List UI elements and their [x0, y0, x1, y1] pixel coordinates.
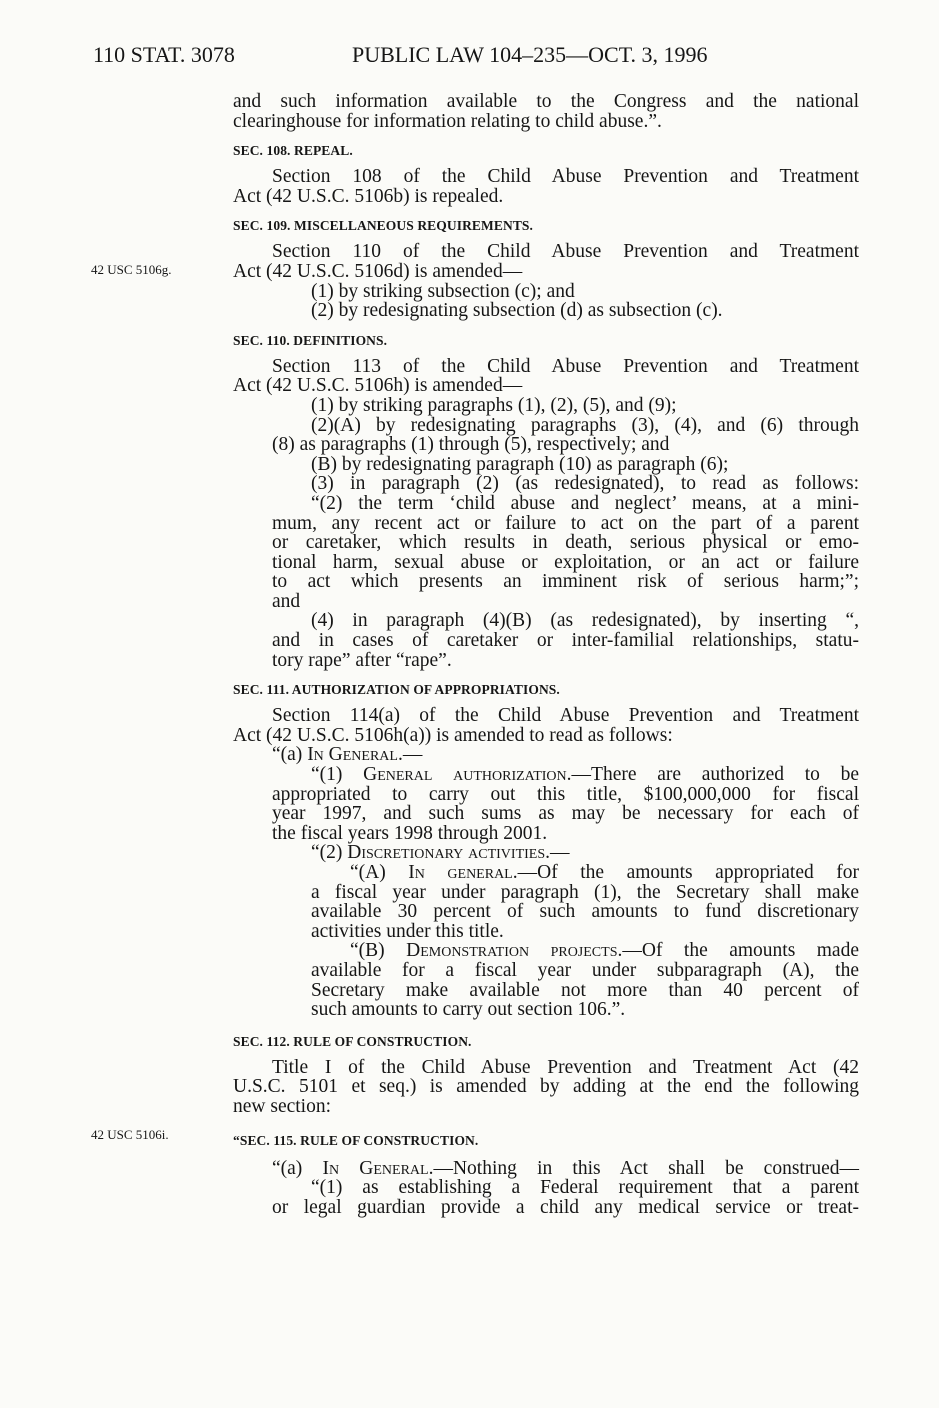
section-heading: “SEC. 115. RULE OF CONSTRUCTION. — [233, 1132, 479, 1148]
text-line: “(2) the term ‘child abuse and neglect’ means, at a mini- — [311, 492, 859, 514]
paragraph-label: “(2) — [311, 842, 348, 864]
subparagraph-title: In general — [408, 862, 513, 883]
text-line — [233, 1159, 859, 1179]
margin-note-5106g: 42 USC 5106g. — [91, 262, 172, 277]
text-line — [233, 941, 859, 961]
subsection-a-heading — [233, 745, 859, 765]
text-line: new section: — [233, 1095, 332, 1117]
text-line: appropriated to carry out this title, $100,000,000 for fiscal — [272, 783, 859, 805]
text-line: tional harm, sexual abuse or exploitation, or an act or failure — [272, 551, 859, 573]
section-heading: SEC. 108. REPEAL. — [233, 143, 353, 159]
text-line: Act (42 U.S.C. 5106h) is amended— — [233, 375, 523, 397]
text-line: Section 113 of the Child Abuse Prevention and Treatment — [272, 355, 859, 377]
paragraph-dash: .— — [545, 842, 570, 864]
text-line: Act (42 U.S.C. 5106b) is repealed. — [233, 185, 504, 207]
section-heading: SEC. 112. RULE OF CONSTRUCTION. — [233, 1033, 472, 1049]
text-line: activities under this title. — [311, 920, 504, 942]
text-line: Act (42 U.S.C. 5106h(a)) is amended to read as follows: — [233, 724, 673, 746]
text-line — [233, 765, 859, 785]
text-line: a fiscal year under paragraph (1), the Secretary shall make — [311, 881, 859, 903]
text-line: to act which presents an imminent risk of serious harm;”; — [272, 571, 859, 593]
text-line: year 1997, and such sums as may be necessary for each of — [272, 803, 859, 825]
margin-note-5106i: 42 USC 5106i. — [91, 1127, 169, 1142]
text-line: U.S.C. 5101 et seq.) is amended by adding at the end the following — [233, 1076, 859, 1098]
text-line: (2) by redesignating subsection (d) as subsection (c). — [311, 300, 723, 322]
subsection-dash: .— — [397, 744, 423, 766]
running-header: PUBLIC LAW 104–235—OCT. 3, 1996 — [352, 42, 708, 67]
subsection-title: In General — [322, 1157, 429, 1179]
text-line: Title I of the Child Abuse Prevention and Treatment Act (42 — [272, 1056, 859, 1078]
text-line: (8) as paragraphs (1) through (5), respectively; and — [272, 434, 670, 456]
text-line: (2)(A) by redesignating paragraphs (3), (4), and (6) through — [311, 414, 859, 436]
subsection-title: In General — [307, 744, 398, 766]
subsection-label: “(a) — [272, 1157, 323, 1179]
paragraph-label: “(1) — [311, 764, 364, 786]
section-heading: SEC. 110. DEFINITIONS. — [233, 332, 388, 348]
text-line: such amounts to carry out section 106.”. — [311, 999, 626, 1021]
text-line: clearinghouse for information relating to child abuse.”. — [233, 110, 662, 132]
subsection-label: “(a) — [272, 744, 308, 766]
subparagraph-label: “(A) — [350, 862, 409, 883]
text-line: (1) by striking subsection (c); and — [311, 280, 575, 302]
paragraph-title: General authorization — [363, 764, 567, 786]
section-heading: SEC. 109. MISCELLANEOUS REQUIREMENTS. — [233, 218, 534, 234]
text-line: available for a fiscal year under subparagraph (A), the — [311, 959, 859, 981]
text-line: Act (42 U.S.C. 5106d) is amended— — [233, 260, 523, 282]
subparagraph-text: .—Of the amounts made — [617, 940, 859, 962]
text-line: mum, any recent act or failure to act on the part of a parent — [272, 512, 859, 534]
text-line: or legal guardian provide a child any medical service or treat- — [272, 1196, 859, 1218]
text-line: available 30 percent of such amounts to fund discretionary — [311, 901, 859, 923]
text-line — [233, 843, 859, 863]
text-line: or caretaker, which results in death, serious physical or emo- — [272, 532, 859, 554]
subparagraph-label: “(B) — [350, 940, 407, 962]
text-line: Section 110 of the Child Abuse Prevention and Treatment — [272, 241, 859, 263]
text-line: (1) by striking paragraphs (1), (2), (5), and (9); — [311, 394, 677, 416]
text-line: Section 108 of the Child Abuse Prevention and Treatment — [272, 166, 859, 188]
subsection-text: .—Nothing in this Act shall be construed— — [428, 1157, 859, 1179]
text-line: (3) in paragraph (2) (as redesignated), to read as follows: — [311, 473, 859, 495]
section-heading: SEC. 111. AUTHORIZATION OF APPROPRIATIONS. — [233, 682, 560, 698]
text-line: “(1) as establishing a Federal requirement that a parent — [311, 1177, 859, 1199]
subparagraph-title: Demonstration projects — [406, 940, 618, 962]
text-line: (B) by redesignating paragraph (10) as paragraph (6); — [311, 453, 729, 475]
text-line: tory rape” after “rape”. — [272, 649, 452, 671]
page-stat-number: 110 STAT. 3078 — [93, 42, 235, 67]
text-line: Secretary make available not more than 40 percent of — [311, 979, 859, 1001]
paragraph-title: Discretionary activities — [347, 842, 546, 864]
text-line: (4) in paragraph (4)(B) (as redesignated), by inserting “, — [311, 610, 859, 632]
text-line: the fiscal years 1998 through 2001. — [272, 822, 548, 844]
text-line: Section 114(a) of the Child Abuse Prevention and Treatment — [272, 705, 859, 727]
text-line: and such information available to the Congress and the national — [233, 91, 859, 112]
text-line — [233, 863, 859, 883]
body-text — [233, 92, 859, 1217]
text-line: and in cases of caretaker or inter-familial relationships, statu- — [272, 630, 859, 652]
subparagraph-text: .—Of the amounts appropriated for — [512, 862, 859, 883]
paragraph-text: .—There are authorized to be — [566, 764, 859, 786]
text-line: and — [272, 590, 301, 612]
